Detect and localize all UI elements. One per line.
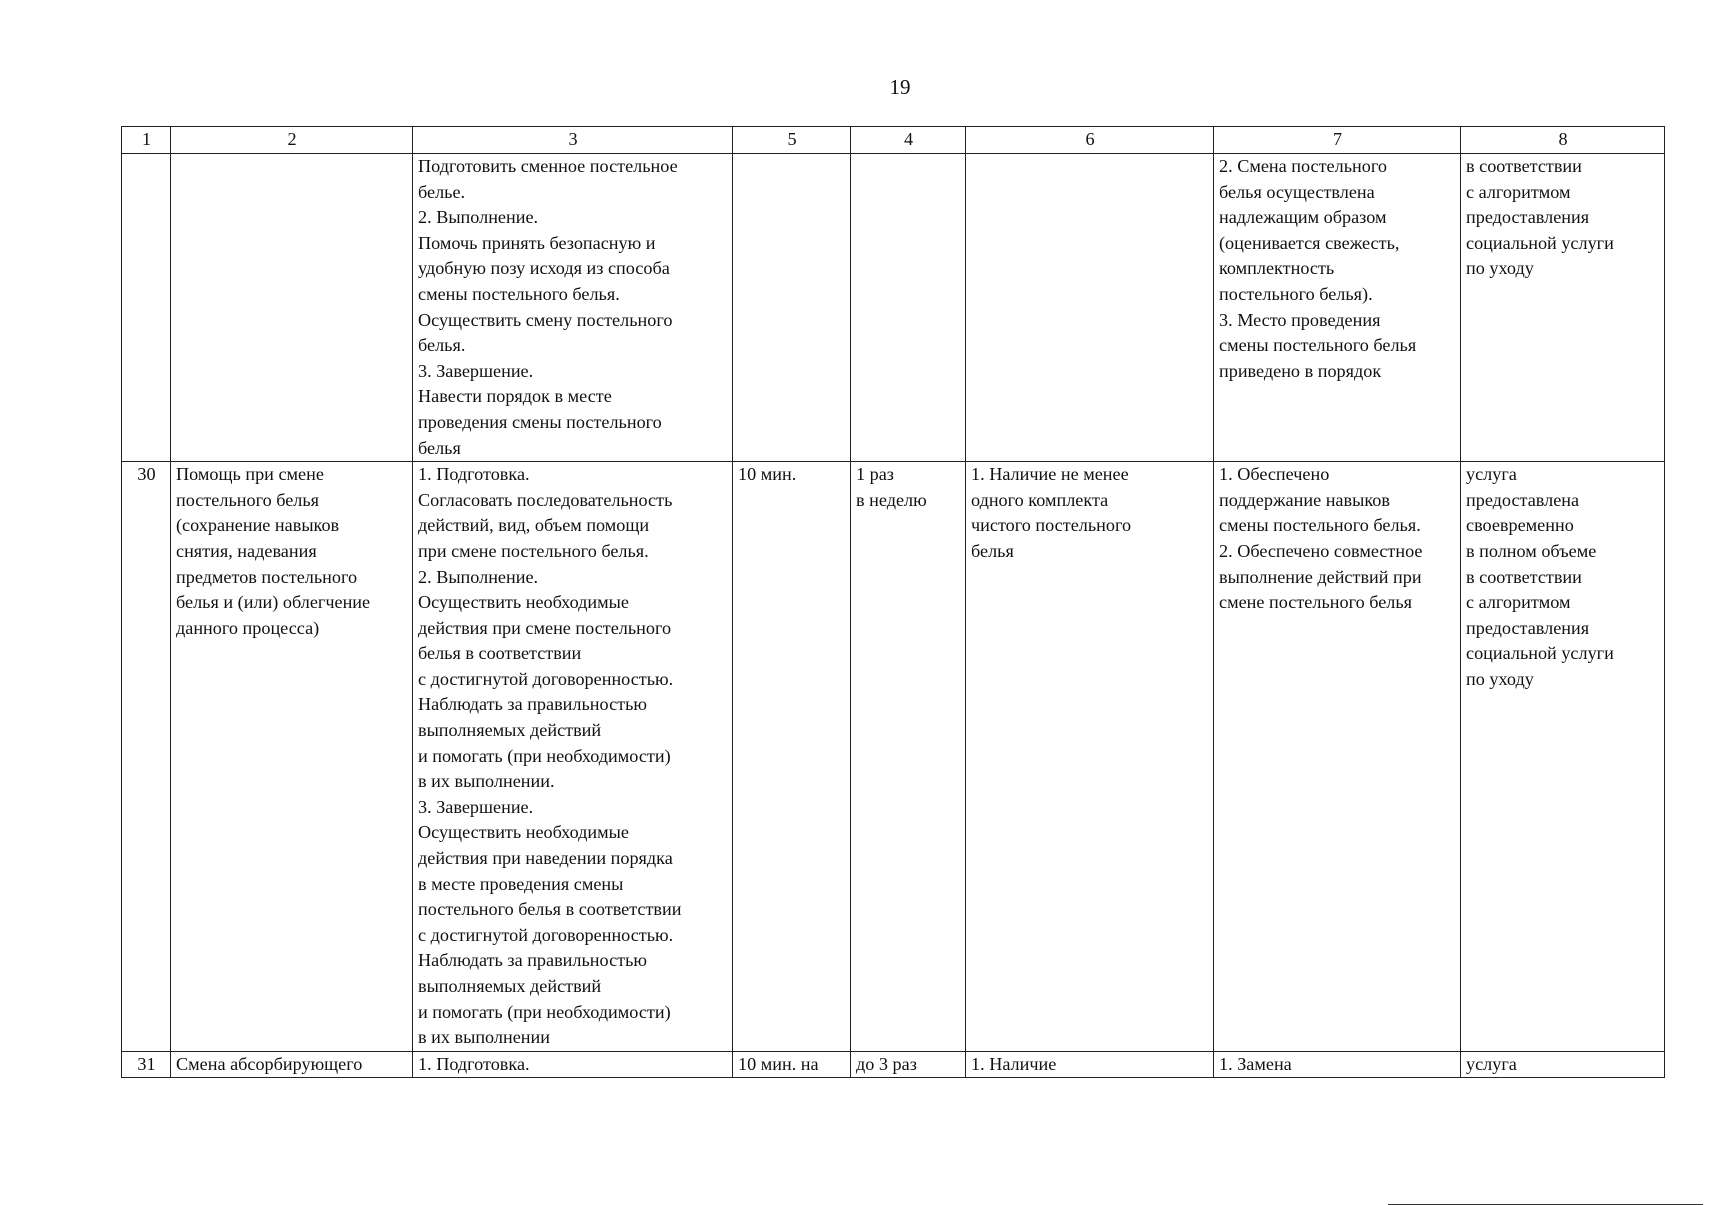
cell-line: действия при смене постельного (418, 617, 672, 638)
cell-line: выполняемых действий (418, 720, 602, 741)
cell-line: удобную позу исходя из способа (418, 258, 670, 279)
conditions-cell (966, 1051, 1214, 1078)
cell-line: по уходу (1466, 258, 1534, 279)
header-col-6: 6 (966, 127, 1214, 154)
cell-line: социальной услуги (1466, 232, 1614, 253)
frequency-cell (851, 154, 966, 462)
results-cell (1214, 154, 1461, 462)
cell-line: Помочь принять безопасную и (418, 232, 656, 253)
conditions-cell (966, 462, 1214, 1052)
results-cell (1214, 462, 1461, 1052)
header-col-8: 8 (1461, 127, 1665, 154)
cell-line: в их выполнении. (418, 771, 555, 792)
cell-line: предоставления (1466, 617, 1590, 638)
table-row (122, 462, 1665, 1052)
conditions-cell (966, 154, 1214, 462)
duration-cell (733, 462, 851, 1052)
table-row (122, 154, 1665, 462)
cell-line: действий, вид, объем помощи (418, 515, 650, 536)
cell-line: поддержание навыков (1219, 489, 1390, 510)
quality-cell (1461, 462, 1665, 1052)
row-number-cell: 31 (122, 1051, 171, 1078)
cell-line: 1 раз (856, 464, 894, 485)
cell-line: 1. Наличие не менее (971, 464, 1129, 485)
duration-cell (733, 154, 851, 462)
cell-line: Осуществить необходимые (418, 592, 629, 613)
cell-line: 1. Наличие (971, 1053, 1057, 1074)
header-row (122, 127, 1665, 154)
cell-line: услуга (1466, 1053, 1517, 1074)
header-col-1: 1 (122, 127, 171, 154)
quality-cell (1461, 154, 1665, 462)
frequency-cell (851, 1051, 966, 1078)
page-number: 19 (889, 75, 911, 99)
cell-line: 1. Подготовка. (418, 464, 530, 485)
cell-line: постельного белья). (1219, 283, 1373, 304)
cell-line: 2. Выполнение. (418, 566, 539, 587)
cell-line: 3. Завершение. (418, 360, 534, 381)
cell-line: в полном объеме (1466, 540, 1597, 561)
cell-line: выполняемых действий (418, 976, 602, 996)
cell-line: с алгоритмом (1466, 592, 1571, 613)
cell-line: выполнение действий при (1219, 566, 1422, 587)
cell-line: белья (971, 540, 1014, 561)
row-number-cell: 30 (122, 462, 171, 1052)
frequency-cell (851, 462, 966, 1052)
cell-line: 2. Смена постельного (1219, 156, 1387, 176)
cell-line: с достигнутой договоренностью. (418, 668, 674, 689)
service-name-cell (171, 1051, 413, 1078)
cell-line: постельного белья в соответствии (418, 899, 682, 920)
cell-line: 3. Завершение. (418, 796, 534, 817)
header-col-3: 3 (413, 127, 733, 154)
service-standards-table (121, 126, 1665, 1078)
cell-line: и помогать (при необходимости) (418, 1001, 671, 1022)
cell-line: смене постельного белья (1219, 592, 1413, 613)
cell-line: услуга (1466, 464, 1517, 485)
cell-line: белья и (или) облегчение (176, 592, 371, 613)
cell-line: 2. Обеспечено совместное (1219, 540, 1423, 561)
service-content-cell (413, 154, 733, 462)
cell-line: смены постельного белья. (1219, 515, 1421, 536)
cell-line: (сохранение навыков (176, 515, 340, 536)
row-number-cell (122, 154, 171, 462)
cell-line: надлежащим образом (1219, 207, 1387, 228)
cell-line: в соответствии (1466, 566, 1582, 587)
cell-line: данного процесса) (176, 617, 320, 638)
cell-line: предметов постельного (176, 566, 358, 587)
cell-line: предоставлена (1466, 489, 1580, 510)
cell-line: одного комплекта (971, 489, 1109, 510)
results-cell (1214, 1051, 1461, 1078)
cell-line: 2. Выполнение. (418, 207, 539, 228)
cell-line: белья в соответствии (418, 643, 582, 664)
cell-line: до 3 раз (856, 1053, 917, 1074)
cell-line: белья (418, 437, 461, 458)
cell-line: белья осуществлена (1219, 181, 1375, 202)
cell-line: предоставления (1466, 207, 1590, 228)
cell-line: Осуществить необходимые (418, 822, 629, 843)
quality-cell (1461, 1051, 1665, 1078)
table-row (122, 1051, 1665, 1078)
cell-line: 10 мин. (738, 464, 797, 485)
service-name-cell (171, 154, 413, 462)
cell-line: с достигнутой договоренностью. (418, 924, 674, 945)
cell-line: проведения смены постельного (418, 411, 662, 432)
cell-line: смены постельного белья (1219, 335, 1417, 356)
cell-line: 1. Подготовка. (418, 1053, 530, 1074)
cell-line: смены постельного белья. (418, 283, 620, 304)
cell-line: и помогать (при необходимости) (418, 745, 671, 766)
cell-line: в их выполнении (418, 1027, 550, 1048)
cell-line: чистого постельного (971, 515, 1132, 536)
cell-line: Осуществить смену постельного (418, 309, 673, 330)
cell-line: своевременно (1466, 515, 1574, 536)
service-content-cell (413, 1051, 733, 1078)
duration-cell (733, 1051, 851, 1078)
cell-line: Согласовать последовательность (418, 489, 673, 510)
cell-line: снятия, надевания (176, 540, 317, 561)
cell-line: постельного белья (176, 489, 320, 510)
service-content-cell (413, 462, 733, 1052)
cell-line: Подготовить сменное постельное (418, 156, 678, 176)
cell-line: приведено в порядок (1219, 360, 1382, 381)
cell-line: при смене постельного белья. (418, 540, 649, 561)
cell-line: социальной услуги (1466, 643, 1614, 664)
header-col-2: 2 (171, 127, 413, 154)
cell-line: 10 мин. на (738, 1053, 819, 1074)
cell-line: белье. (418, 181, 466, 202)
cell-line: Помощь при смене (176, 464, 324, 485)
cell-line: 1. Обеспечено (1219, 464, 1330, 485)
cell-line: по уходу (1466, 668, 1534, 689)
cell-line: в неделю (856, 489, 927, 510)
cell-line: Наблюдать за правильностью (418, 950, 647, 971)
service-name-cell (171, 462, 413, 1052)
header-col-7: 7 (1214, 127, 1461, 154)
cell-line: Смена абсорбирующего (176, 1053, 363, 1074)
cell-line: в месте проведения смены (418, 873, 624, 894)
cell-line: комплектность (1219, 258, 1335, 279)
header-col-5: 5 (733, 127, 851, 154)
cell-line: действия при наведении порядка (418, 848, 673, 869)
cell-line: 3. Место проведения (1219, 309, 1381, 330)
cell-line: белья. (418, 335, 466, 356)
cell-line: (оценивается свежесть, (1219, 232, 1400, 253)
cell-line: в соответствии (1466, 156, 1582, 176)
cell-line: Навести порядок в месте (418, 386, 612, 407)
cell-line: Наблюдать за правильностью (418, 694, 647, 715)
header-col-4: 4 (851, 127, 966, 154)
cell-line: с алгоритмом (1466, 181, 1571, 202)
cell-line: 1. Замена (1219, 1053, 1292, 1074)
